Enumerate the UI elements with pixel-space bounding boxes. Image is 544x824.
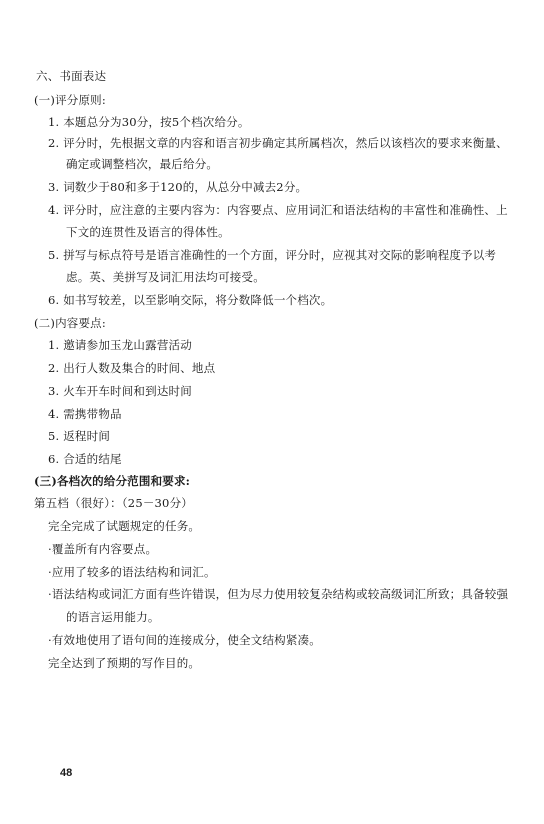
part2-item-6: 6. 合适的结尾 (48, 452, 122, 466)
grade-bullet-2: ·应用了较多的语法结构和词汇。 (48, 565, 216, 579)
part1-item-1: 1. 本题总分为30分，按5个档次给分。 (48, 115, 250, 129)
part1-item-5-cont: 虑。英、美拼写及词汇用法均可接受。 (66, 270, 265, 284)
part2-item-4: 4. 需携带物品 (48, 407, 122, 421)
part2-item-1: 1. 邀请参加玉龙山露营活动 (48, 338, 192, 352)
part1-item-3: 3. 词数少于80和多于120的，从总分中减去2分。 (48, 180, 308, 194)
part1-item-4-cont: 下文的连贯性及语言的得体性。 (66, 225, 230, 239)
grade-title: 第五档（很好）：（25－30分） (34, 496, 193, 510)
grade-closing: 完全达到了预期的写作目的。 (48, 656, 201, 670)
grade-bullet-1: ·覆盖所有内容要点。 (48, 542, 158, 556)
grade-bullet-4: ·有效地使用了语句间的连接成分，使全文结构紧凑。 (48, 633, 321, 647)
page-number: 48 (60, 767, 73, 779)
part1-item-2: 2. 评分时，先根据文章的内容和语言初步确定其所属档次，然后以该档次的要求来衡量、 (48, 136, 508, 150)
grade-bullet-3-cont: 的语言运用能力。 (66, 610, 160, 624)
part3-heading: (三)各档次的给分范围和要求: (34, 474, 191, 488)
grade-bullet-3: ·语法结构或词汇方面有些许错误，但为尽力使用较复杂结构或较高级词汇所致；具备较强 (48, 587, 509, 601)
part2-heading: (二)内容要点: (34, 316, 106, 330)
grade-summary: 完全完成了试题规定的任务。 (48, 519, 201, 533)
part2-item-3: 3. 火车开车时间和到达时间 (48, 384, 192, 398)
part1-item-2-cont: 确定或调整档次，最后给分。 (66, 157, 219, 171)
part1-item-4: 4. 评分时，应注意的主要内容为：内容要点、应用词汇和语法结构的丰富性和准确性、上 (48, 203, 508, 217)
part2-item-5: 5. 返程时间 (48, 429, 111, 443)
section-title: 六、书面表达 (36, 69, 107, 83)
part1-heading: (一)评分原则: (34, 93, 106, 107)
part2-item-2: 2. 出行人数及集合的时间、地点 (48, 361, 216, 375)
part1-item-5: 5. 拼写与标点符号是语言准确性的一个方面，评分时，应视其对交际的影响程度予以考 (48, 248, 497, 262)
part1-item-6: 6. 如书写较差，以至影响交际，将分数降低一个档次。 (48, 293, 333, 307)
